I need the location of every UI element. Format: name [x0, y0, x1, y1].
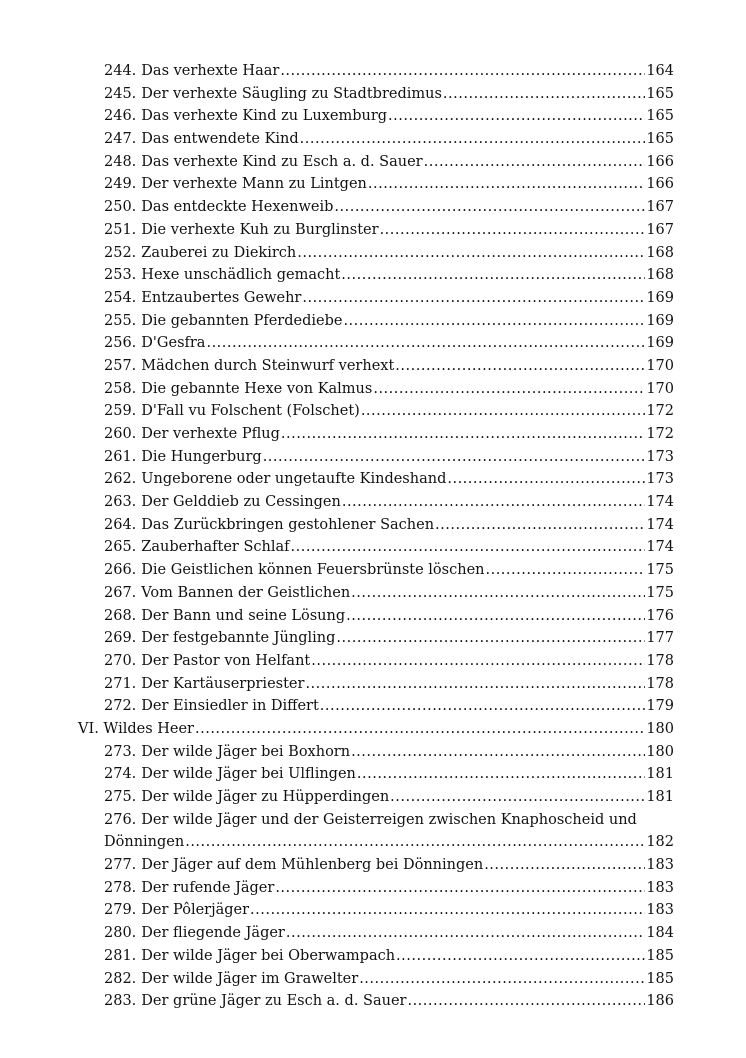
toc-entry	[0, 990, 746, 1013]
toc-entry	[0, 968, 746, 991]
leader-dots	[424, 151, 646, 174]
entry-page-number: 167	[646, 221, 674, 238]
entry-page-number: 185	[646, 947, 674, 964]
entry-title: Der wilde Jäger im Grawelter	[141, 970, 359, 987]
entry-number: 276.	[104, 811, 137, 828]
entry-page-number: 183	[646, 857, 674, 874]
entry-title: Der wilde Jäger bei Boxhorn	[141, 743, 351, 760]
leader-dots	[368, 173, 645, 196]
section-label: VI. Wildes Heer	[78, 720, 194, 737]
toc-entry	[0, 173, 746, 196]
leader-dots	[351, 741, 645, 764]
entry-page-number: 178	[646, 652, 674, 669]
entry-title: Der Jäger auf dem Mühlenberg bei Dönningen	[141, 857, 484, 874]
entry-page-number: 181	[646, 766, 674, 783]
entry-title: Der wilde Jäger zu Hüpperdingen	[141, 789, 390, 805]
entry-page-number: 174	[646, 494, 674, 511]
toc-entry	[0, 423, 746, 446]
entry-page-number: 164	[646, 63, 674, 79]
entry-title: Der Pôlerjäger	[141, 902, 250, 919]
entry-title: Der wilde Jäger bei Ulflingen	[141, 766, 356, 783]
leader-dots	[281, 423, 645, 446]
toc-entry	[0, 877, 746, 900]
toc-entry	[0, 219, 746, 242]
leader-dots	[275, 877, 645, 900]
entry-title: Der verhexte Mann zu Lintgen	[141, 176, 367, 193]
entry-number: 277.	[104, 857, 137, 874]
entry-page-number: 184	[646, 925, 674, 942]
entry-title: Das Zurückbringen gestohlener Sachen	[141, 516, 435, 533]
toc-entry	[0, 582, 746, 605]
entry-title: Der rufende Jäger	[141, 879, 275, 896]
entry-page-number: 174	[646, 539, 674, 556]
entry-page-number: 185	[646, 970, 674, 987]
toc-list	[0, 60, 746, 718]
entry-number: 248.	[104, 153, 137, 170]
toc-entry	[0, 196, 746, 219]
toc-list	[0, 854, 746, 1013]
leader-dots	[395, 355, 645, 378]
entry-title: Der Kartäuserpriester	[141, 675, 305, 692]
leader-dots	[388, 105, 645, 128]
entry-number: 254.	[104, 289, 137, 306]
entry-page-number: 172	[646, 426, 674, 442]
entry-page-number: 170	[646, 380, 674, 397]
entry-page-number: 169	[646, 335, 674, 352]
leader-dots	[185, 831, 645, 854]
leader-dots	[206, 332, 645, 355]
toc-entry	[0, 491, 746, 514]
toc-entry	[0, 446, 746, 469]
toc-entry	[0, 355, 746, 378]
entry-page-number: 181	[646, 789, 674, 805]
entry-number: 283.	[104, 993, 137, 1010]
toc-entry	[0, 559, 746, 582]
toc-page	[0, 60, 746, 1013]
leader-dots	[320, 695, 646, 718]
leader-dots	[390, 786, 645, 809]
toc-entry	[0, 128, 746, 151]
entry-title: Der Pastor von Helfant	[141, 652, 311, 669]
leader-dots	[280, 60, 645, 83]
toc-entry	[0, 468, 746, 491]
entry-page-number: 183	[646, 879, 674, 896]
leader-dots	[447, 468, 645, 491]
entry-title: Der fliegende Jäger	[141, 925, 285, 942]
entry-title: D'Fall vu Folschent (Folschet)	[141, 403, 360, 420]
entry-title: Der Gelddieb zu Cessingen	[141, 494, 341, 511]
entry-page-number: 168	[646, 244, 674, 261]
toc-entry	[0, 763, 746, 786]
leader-dots	[250, 899, 645, 922]
toc-entry	[0, 854, 746, 877]
entry-number: 271.	[104, 675, 137, 692]
entry-title: Der grüne Jäger zu Esch a. d. Sauer	[141, 993, 407, 1010]
leader-dots	[305, 673, 645, 696]
leader-dots	[361, 400, 646, 423]
entry-number: 279.	[104, 902, 137, 919]
entry-title: Der Einsiedler in Differt	[141, 698, 319, 715]
leader-dots	[443, 83, 645, 106]
leader-dots	[359, 968, 645, 991]
entry-number: 263.	[104, 494, 137, 511]
entry-title: Die Hungerburg	[141, 448, 262, 465]
entry-page-number: 165	[646, 85, 674, 102]
leader-dots	[291, 536, 646, 559]
entry-title: Vom Bannen der Geistlichen	[141, 584, 351, 601]
entry-title: Die Geistlichen können Feuersbrünste löschen	[141, 562, 485, 579]
entry-number: 246.	[104, 108, 137, 125]
entry-page-number: 170	[646, 357, 674, 374]
entry-number: 266.	[104, 562, 137, 579]
toc-entry	[0, 741, 746, 764]
entry-number: 267.	[104, 584, 137, 601]
entry-title: Zauberhafter Schlaf	[141, 539, 290, 556]
entry-title: Das entwendete Kind	[141, 131, 299, 148]
leader-dots	[407, 990, 645, 1013]
leader-dots	[485, 559, 645, 582]
entry-page-number: 173	[646, 471, 674, 488]
entry-page-number: 166	[646, 153, 674, 170]
leader-dots	[263, 446, 646, 469]
toc-entry	[0, 83, 746, 106]
leader-dots	[484, 854, 645, 877]
leader-dots	[380, 219, 646, 242]
toc-entry	[0, 536, 746, 559]
entry-page-number: 175	[646, 584, 674, 601]
entry-number: 265.	[104, 539, 137, 556]
leader-dots	[286, 922, 645, 945]
toc-entry	[0, 105, 746, 128]
toc-entry	[0, 605, 746, 628]
leader-dots	[346, 605, 645, 628]
entry-number: 244.	[104, 63, 137, 79]
entry-title-line2: Dönningen	[104, 834, 185, 851]
entry-title: Mädchen durch Steinwurf verhext	[141, 357, 395, 374]
entry-number: 281.	[104, 947, 137, 964]
leader-dots	[351, 582, 645, 605]
entry-page-number: 175	[646, 562, 674, 579]
entry-title: D'Gesfra	[141, 335, 206, 352]
entry-page-number: 165	[646, 108, 674, 125]
toc-entry	[0, 922, 746, 945]
entry-title: Das entdeckte Hexenweib	[141, 199, 334, 216]
entry-title: Entzaubertes Gewehr	[141, 289, 302, 306]
toc-entry	[0, 310, 746, 333]
entry-number: 272.	[104, 698, 137, 715]
toc-entry	[0, 627, 746, 650]
entry-number: 280.	[104, 925, 137, 942]
toc-section-heading	[0, 718, 746, 741]
entry-page-number: 178	[646, 675, 674, 692]
entry-page-number: 183	[646, 902, 674, 919]
entry-number: 282.	[104, 970, 137, 987]
entry-number: 257.	[104, 357, 137, 374]
entry-title: Der festgebannte Jüngling	[141, 630, 336, 647]
entry-title: Der wilde Jäger bei Oberwampach	[141, 947, 396, 964]
toc-entry	[0, 332, 746, 355]
entry-title: Das verhexte Kind zu Luxemburg	[141, 108, 388, 125]
toc-entry	[0, 264, 746, 287]
entry-page-number: 166	[646, 176, 674, 193]
entry-number: 250.	[104, 199, 137, 216]
entry-title: Das verhexte Haar	[141, 63, 280, 79]
toc-entry	[0, 945, 746, 968]
entry-page-number: 174	[646, 516, 674, 533]
entry-title-line1: Der wilde Jäger und der Geisterreigen zwischen Knaphoscheid und	[141, 811, 637, 828]
entry-page-number: 168	[646, 267, 674, 284]
entry-page-number: 173	[646, 448, 674, 465]
entry-page-number: 179	[646, 698, 674, 715]
leader-dots	[343, 310, 645, 333]
entry-title: Die gebannten Pferdediebe	[141, 312, 343, 329]
entry-title: Die gebannte Hexe von Kalmus	[141, 380, 373, 397]
leader-dots	[373, 378, 645, 401]
entry-page-number: 180	[646, 743, 674, 760]
leader-dots	[435, 514, 645, 537]
leader-dots	[336, 627, 645, 650]
toc-entry	[0, 650, 746, 673]
toc-entry	[0, 60, 746, 83]
entry-title: Die verhexte Kuh zu Burglinster	[141, 221, 379, 238]
entry-number: 256.	[104, 335, 137, 352]
entry-page-number: 177	[646, 630, 674, 647]
entry-number: 275.	[104, 789, 137, 805]
section-page-number: 180	[646, 720, 674, 737]
leader-dots	[302, 287, 645, 310]
entry-number: 268.	[104, 607, 137, 624]
toc-entry	[0, 786, 746, 809]
leader-dots	[342, 491, 645, 514]
entry-page-number: 182	[646, 834, 674, 851]
leader-dots	[396, 945, 645, 968]
entry-number: 278.	[104, 879, 137, 896]
toc-entry	[0, 378, 746, 401]
entry-number: 251.	[104, 221, 137, 238]
leader-dots	[300, 128, 646, 151]
entry-number: 270.	[104, 652, 137, 669]
entry-number: 245.	[104, 85, 137, 102]
entry-page-number: 169	[646, 289, 674, 306]
leader-dots	[334, 196, 645, 219]
entry-title: Der verhexte Pflug	[141, 426, 280, 442]
entry-number: 269.	[104, 630, 137, 647]
entry-number: 264.	[104, 516, 137, 533]
entry-page-number: 169	[646, 312, 674, 329]
toc-entry	[0, 673, 746, 696]
entry-number: 249.	[104, 176, 137, 193]
entry-title: Der Bann und seine Lösung	[141, 607, 346, 624]
leader-dots	[195, 718, 645, 741]
entry-number: 273.	[104, 743, 137, 760]
toc-entry	[0, 151, 746, 174]
toc-entry	[0, 400, 746, 423]
entry-number: 253.	[104, 267, 137, 284]
entry-number: 262.	[104, 471, 137, 488]
entry-title: Das verhexte Kind zu Esch a. d. Sauer	[141, 153, 423, 170]
entry-page-number: 172	[646, 403, 674, 420]
entry-title: Der verhexte Säugling zu Stadtbredimus	[141, 85, 442, 102]
leader-dots	[297, 242, 645, 265]
entry-title: Zauberei zu Diekirch	[141, 244, 297, 261]
toc-entry	[0, 695, 746, 718]
toc-list	[0, 741, 746, 809]
entry-number: 247.	[104, 131, 137, 148]
entry-title: Hexe unschädlich gemacht	[141, 267, 341, 284]
entry-number: 255.	[104, 312, 137, 329]
toc-entry	[0, 899, 746, 922]
entry-number: 259.	[104, 403, 137, 420]
toc-entry	[0, 809, 746, 854]
leader-dots	[341, 264, 645, 287]
entry-number: 274.	[104, 766, 137, 783]
entry-page-number: 167	[646, 199, 674, 216]
entry-title: Ungeborene oder ungetaufte Kindeshand	[141, 471, 447, 488]
toc-entry	[0, 287, 746, 310]
entry-number: 260.	[104, 426, 137, 442]
leader-dots	[311, 650, 645, 673]
leader-dots	[357, 763, 645, 786]
entry-number: 252.	[104, 244, 137, 261]
entry-page-number: 186	[646, 993, 674, 1010]
entry-page-number: 176	[646, 607, 674, 624]
toc-entry	[0, 514, 746, 537]
entry-number: 258.	[104, 380, 137, 397]
entry-number: 261.	[104, 448, 137, 465]
toc-entry	[0, 242, 746, 265]
entry-page-number: 165	[646, 131, 674, 148]
